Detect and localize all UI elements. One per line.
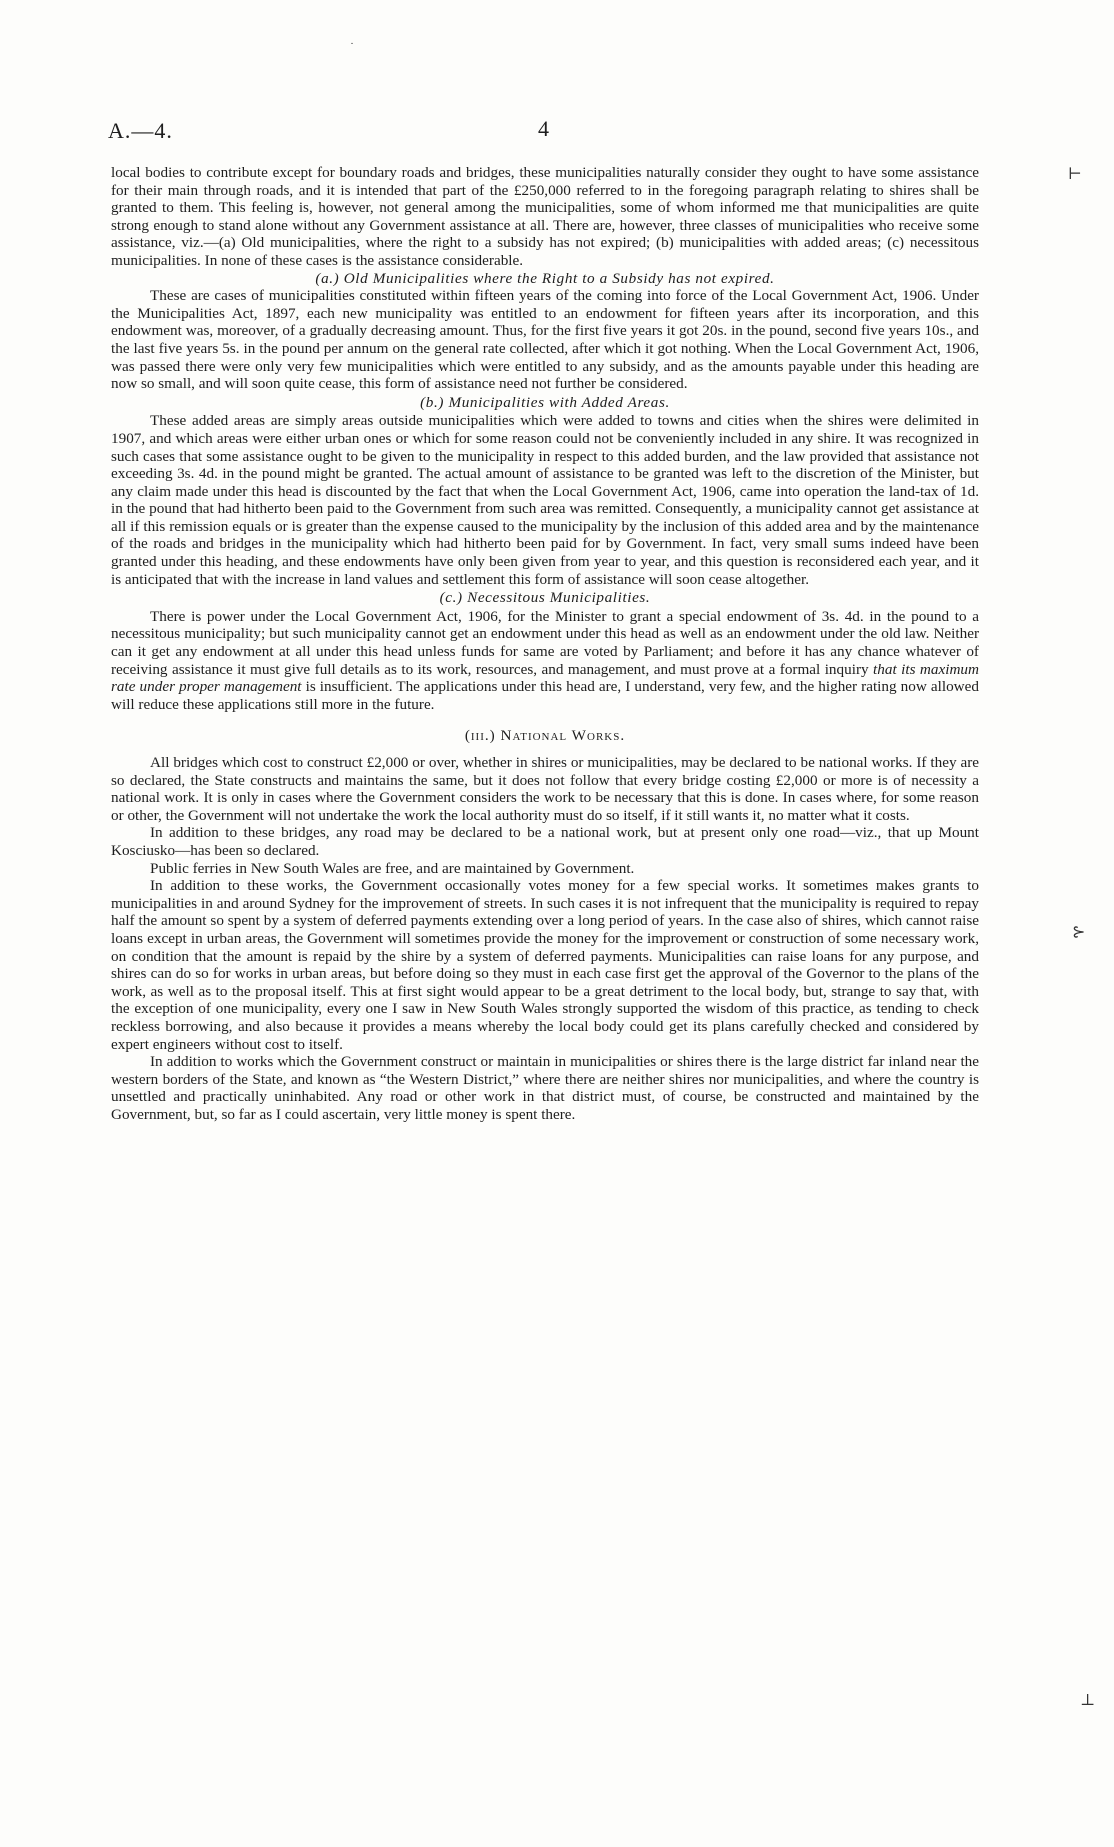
section-heading-c: (c.) Necessitous Municipalities. <box>439 589 651 607</box>
paragraph-emphasis: that its maximum rate under proper management <box>111 660 979 696</box>
margin-mark: ⊢ <box>1068 166 1082 183</box>
paragraph: These added areas are simply areas outside municipalities which were added to towns and cities when the shires were delimited in 1907, and which areas were either urban ones or which for some reason could not be conveniently included in any shire. It was recognized in such cases that some assistance ought to be given to the municipality in respect to this added burden, and the law provided that assistance not exceeding 3s. 4d. in the pound might be granted. The actual amount of assistance to be granted was left to the discretion of the Minister, but any claim made under this head is discounted by the fact that when the Local Government Act, 1906, came into operation the land-tax of 1d. in the pound that had hitherto been paid to the Government from such area was remitted. Consequently, a municipality cannot get assistance at all if this remission equals or is greater than the expense caused to the municipality by the inclusion of this added area and by the maintenance of the roads and bridges in the municipality which had hitherto been paid for by Government. In fact, very small sums indeed have been granted under this heading, and these endowments have only been given from year to year, and this question is reconsidered each year, and it is anticipated that with the increase in land values and settlement this form of assistance will soon cease altogether. <box>111 412 979 588</box>
paragraph: local bodies to contribute except for boundary roads and bridges, these municipalities naturally consider they ought to have some assistance for their main through roads, and it is intended that part of the £250,000 referred to in the foregoing paragraph relating to shires shall be granted to them. This feeling is, however, not general among the municipalities, some of whom informed me that municipalities are quite strong enough to stand alone without any Government assistance at all. There are, however, three classes of municipalities who receive some assistance, viz.—(a) Old municipalities, where the right to a subsidy has not expired; (b) municipalities with added areas; (c) necessitous municipalities. In none of these cases is the assistance considerable. <box>111 164 979 269</box>
paragraph <box>111 608 979 714</box>
document-reference: A.—4. <box>108 118 173 143</box>
paragraph: These are cases of municipalities constituted within fifteen years of the coming into force of the Local Government Act, 1906. Under the Municipalities Act, 1897, each new municipality was entitled to an endowment for fifteen years after its incorporation, and this endowment was, moreover, of a gradually decreasing amount. Thus, for the first five years it got 20s. in the pound, second five years 10s., and the last five years 5s. in the pound per annum on the general rate collected, after which it got nothing. When the Local Government Act, 1906, was passed there were only very few municipalities which were entitled to any subsidy, and as the amounts payable under this heading are now so small, and will soon quite cease, this form of assistance need not further be considered. <box>111 287 979 393</box>
section-heading-b: (b.) Municipalities with Added Areas. <box>420 393 670 411</box>
paragraph-text: There is power under the Local Government Act, 1906, for the Minister to grant a special endowment of 3s. 4d. in the pound to a necessitous municipality; but such municipality cannot get an endowment under this head as well as an endowment under the old law. Neither can it get any endowment at all under this head unless funds for same are voted by Parliament; and before it has any chance whatever of receiving assistance it must give full details as to its work, resources, and management, and must prove at a formal inquiry <box>111 607 979 678</box>
margin-mark: ⊱ <box>1072 924 1086 941</box>
body-text <box>111 164 979 1123</box>
page-number: 4 <box>538 116 549 141</box>
paragraph-text: is insufficient. The applications under this head are, I understand, very few, and the higher rating now allowed will reduce these applications still more in the future. <box>111 678 979 713</box>
margin-mark: ⊥ <box>1080 1692 1096 1709</box>
paragraph: In addition to works which the Government construct or maintain in municipalities or shires there is the large district far inland near the western borders of the State, and known as “the Western District,” where there are neither shires nor municipalities, and where the country is unsettled and practically uninhabited. Any road or other work in that district must, of course, be constructed and maintained by the Government, but, so far as I could ascertain, very little money is spent there. <box>111 1053 979 1123</box>
paragraph: In addition to these works, the Government occasionally votes money for a few special works. It sometimes makes grants to municipalities in and around Sydney for the improvement of streets. In such cases it is not infrequent that the municipality is required to repay half the amount so spent by a system of deferred payments extending over a long period of years. In the case also of shires, which cannot raise loans except in urban areas, the Government will sometimes provide the money for the improvement or construction of some necessary work, on condition that the amount is repaid by the shire by a system of deferred payments. Municipalities can raise loans for any purpose, and shires can do so for works in urban areas, but before doing so they must in each case first get the approval of the Governor to the plans of the work, as well as to the proposal itself. This at first sight would appear to be a great detriment to the local body, but, strange to say that, with the exception of one municipality, every one I saw in New South Wales strongly supported the wisdom of this practice, as tending to check reckless borrowing, and also because it provides a means whereby the local body could get its plans carefully checked and considered by expert engineers without cost to itself. <box>111 877 979 1053</box>
section-heading-a: (a.) Old Municipalities where the Right to a Subsidy has not expired. <box>315 269 775 287</box>
section-heading-iii: (iii.) National Works. <box>464 727 626 745</box>
paragraph: In addition to these bridges, any road may be declared to be a national work, but at present only one road—viz., that up Mount Kosciusko—has been so declared. <box>111 824 979 859</box>
paragraph: All bridges which cost to construct £2,000 or over, whether in shires or municipalities, may be declared to be national works. If they are so declared, the State constructs and maintains the same, but it does not follow that every bridge costing £2,000 or more is of necessity a national work. It is only in cases where the Government considers the work to be necessary that this is done. In cases where, for some reason or other, the Government will not undertake the work the local authority must do so itself, if it still wants it, no matter what it costs. <box>111 754 979 824</box>
paragraph: Public ferries in New South Wales are free, and are maintained by Government. <box>150 859 635 877</box>
